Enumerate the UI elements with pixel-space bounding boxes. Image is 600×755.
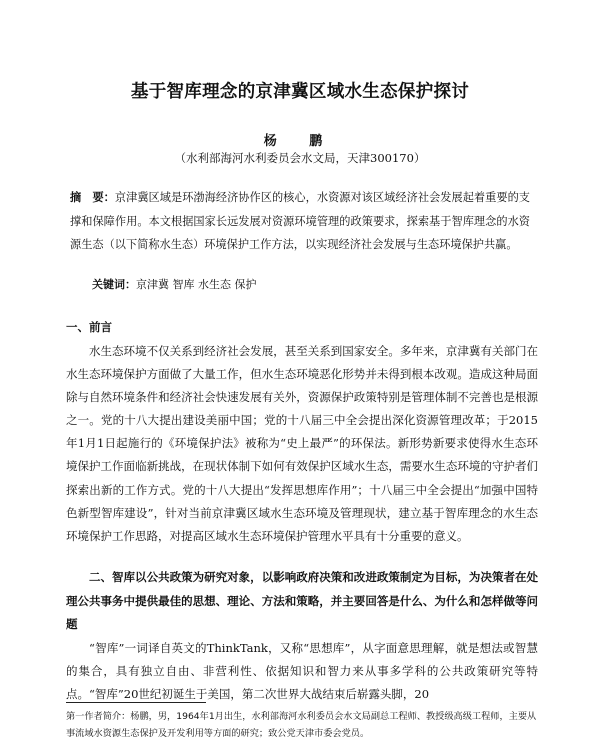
- section-1-paragraph: 水生态环境不仅关系到经济社会发展，甚至关系到国家安全。多年来，京津冀有关部门在水生态环境保护方面做了大量工作，但水生态环境恶化形势并未得到根本改观。造成这种局面除与自然环境条件和经济社会快速发展有关外，资源保护政策特别是管理体制不完善也是根源之一。党的十八大提出建设美丽中国；党的十八届三中全会提出深化资源管理改革；于2015年1月1日起施行的《环境保护法》被称为“史上最严”的环保法。新形势新要求使得水生态环境保护工作面临新挑战，在现状体制下如何有效保护区域水生态，需要水生态环境的守护者们探索出新的工作方式。党的十八大提出“发挥思想库作用”；十八届三中全会提出“加强中国特色新型智库建设”，针对当前京津冀区域水生态环境及管理现状，建立基于智库理念的水生态环境保护工作思路，对提高区域水生态环境保护管理水平具有十分重要的意义。: [66, 344, 538, 543]
- keywords-label: 关键词：: [92, 278, 136, 291]
- paper-title: 基于智库理念的京津冀区域水生态保护探讨: [130, 82, 470, 102]
- author-affiliation: （水利部海河水利委员会水文局，天津300170）: [174, 151, 426, 165]
- section-2-heading: 二、智库以公共政策为研究对象，以影响政府决策和改进政策制定为目标，为决策者在处理公共事务中提供最佳的思想、理论、方法和策略，并主要回答是什么、为什么和怎样做等问题: [66, 570, 538, 631]
- abstract-text: 京津冀区域是环渤海经济协作区的核心，水资源对该区域经济社会发展起着重要的支撑和保障作用。本文根据国家长远发展对资源环境管理的政策要求，探索基于智库理念的水资源生态（以下简称水生态）环境保护工作方法，以实现经济社会发展与生态环境保护共赢。: [70, 191, 530, 251]
- abstract-label: 摘 要：: [70, 191, 115, 204]
- keywords: [92, 276, 532, 292]
- section-2-paragraph: “智库”一词译自英文的ThinkTank，又称“思想库”，从字面意思理解，就是想法或智慧的集合，具有独立自由、非营利性、依据知识和智力来从事多学科的公共政策研究等特点。“智库”20世纪初诞生于美国，第二次世界大战结束后崭露头脚，20: [66, 641, 538, 702]
- abstract: [70, 186, 530, 257]
- author-name: 杨 鹏: [263, 134, 337, 149]
- author-footnote: 第一作者简介：杨鹏，男，1964年1月出生，水利部海河水利委员会水文局副总工程师、教授级高级工程师，主要从事流域水资源生态保护及开发利用等方面的研究；致公党天津市委会党员。: [66, 711, 537, 739]
- footnote-divider: [66, 702, 206, 703]
- keywords-text: 京津冀 智库 水生态 保护: [136, 278, 257, 291]
- section-1-heading: 一、前言: [66, 320, 112, 334]
